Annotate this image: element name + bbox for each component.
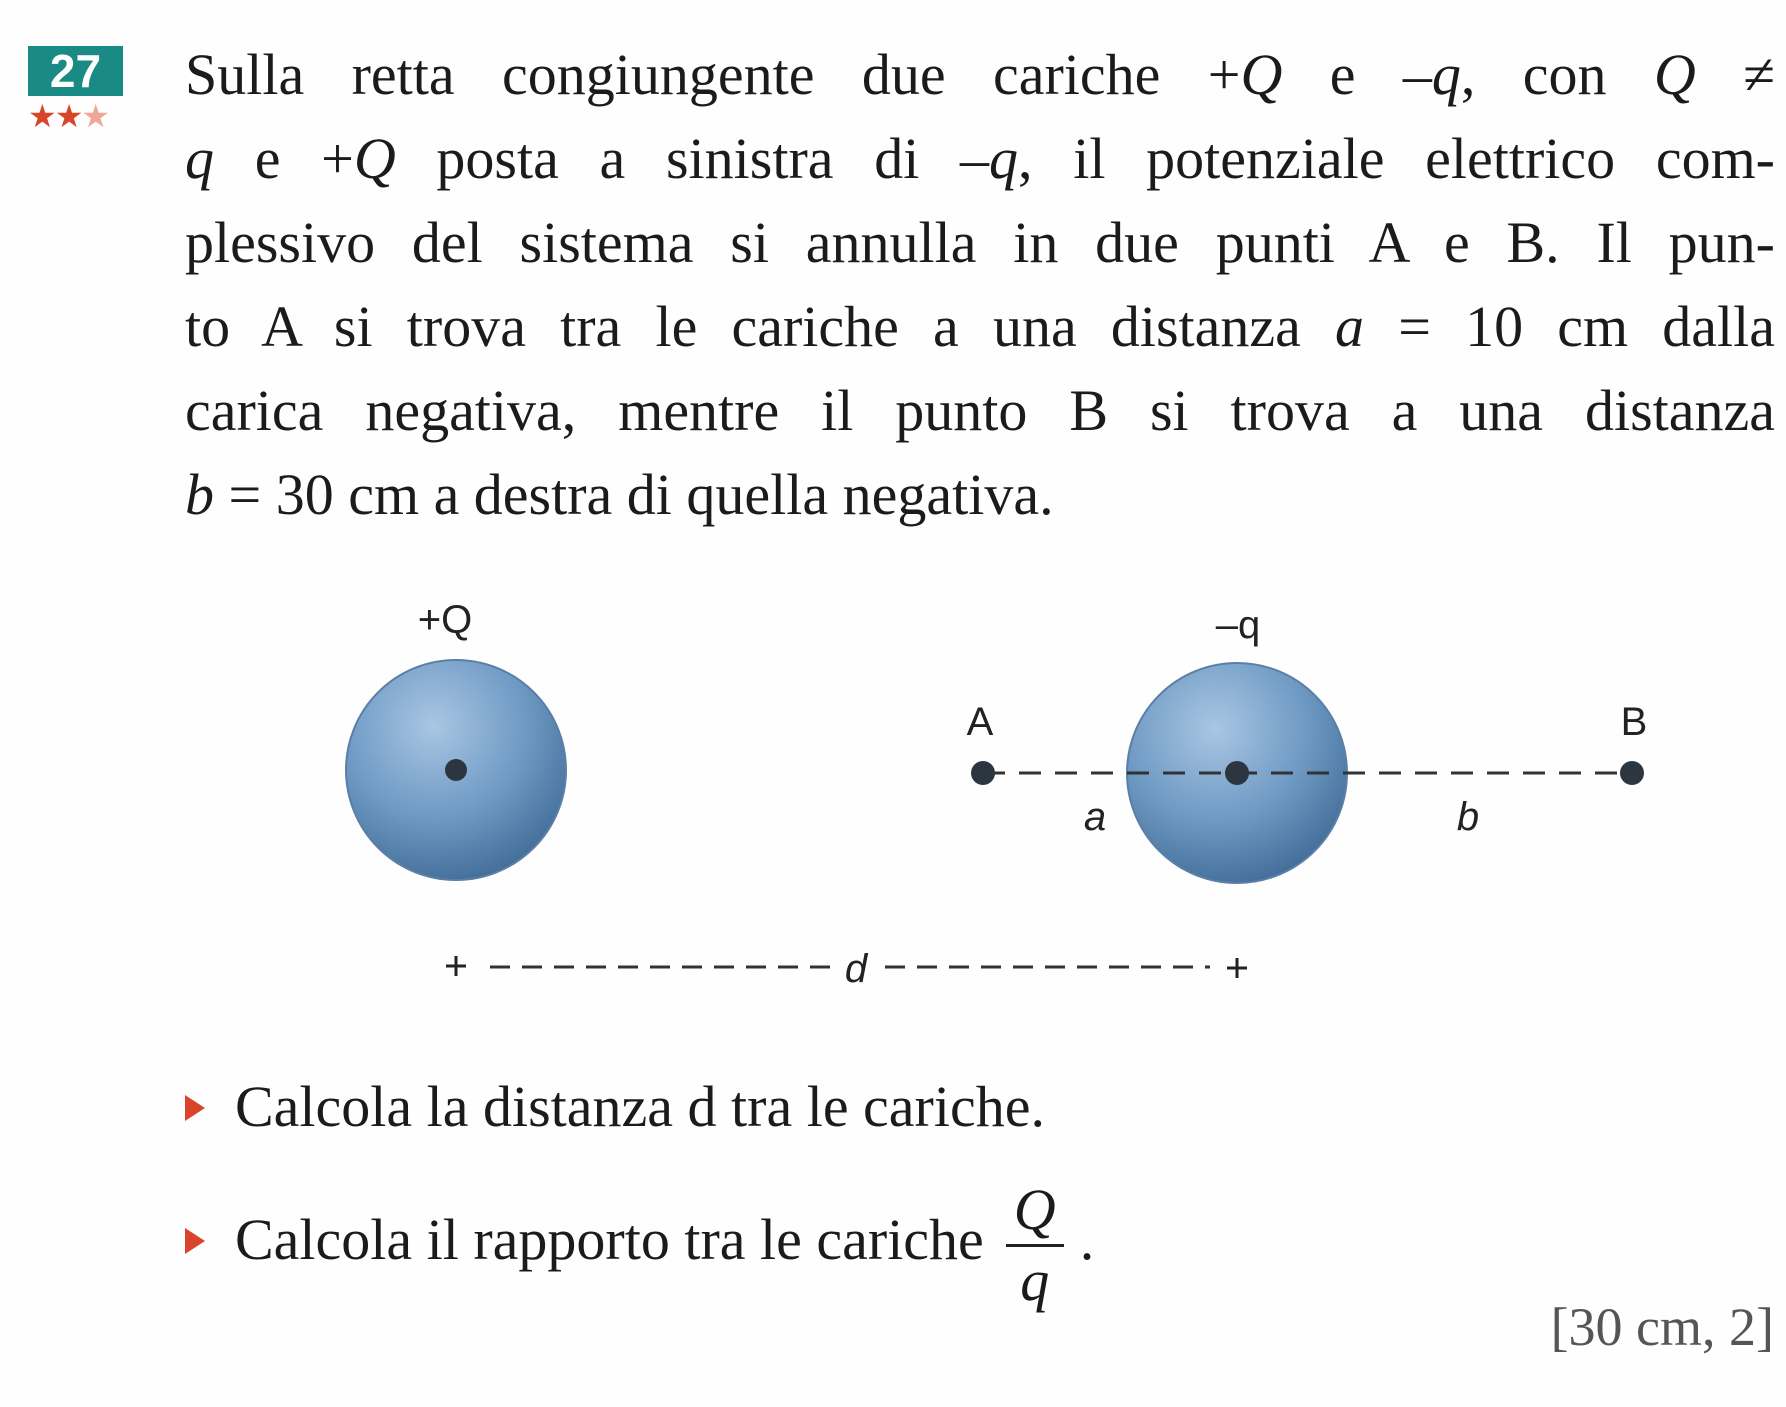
- question-2: [185, 1177, 1095, 1313]
- text-line-5: carica negativa, mentre il punto B si trova a una distanza: [185, 378, 1775, 443]
- negative-center-dot: [1225, 761, 1249, 785]
- bullet-triangle-icon: [185, 1228, 205, 1254]
- point-a-label: A: [966, 700, 994, 744]
- point-a-dot: [971, 761, 995, 785]
- question-1-text: Calcola la distanza d tra le cariche.: [235, 1074, 1045, 1139]
- text-line-3: plessivo del sistema si annulla in due punti A e B. Il pun-: [185, 210, 1775, 275]
- charge-positive-label: +Q: [417, 598, 473, 642]
- fraction-denominator: q: [1020, 1248, 1050, 1313]
- charge-negative-label: –q: [1215, 603, 1261, 647]
- bullet-triangle-icon: [185, 1095, 205, 1121]
- star-icon: ★: [81, 97, 109, 135]
- text-line-4: to A si trova tra le cariche a una distanza a = 10 cm dalla: [185, 294, 1775, 359]
- fraction-numerator: Q: [1006, 1180, 1064, 1247]
- exercise-number: 27: [28, 46, 123, 96]
- question-1: [185, 1072, 1045, 1142]
- text-line-1: Sulla retta congiungente due cariche +Q e –q, con Q ≠: [185, 42, 1775, 107]
- answer-key: [30 cm, 2]: [1550, 1297, 1774, 1357]
- distance-a-label: a: [1083, 795, 1107, 839]
- positive-center-dot: [445, 759, 467, 781]
- point-b-label: B: [1620, 700, 1648, 744]
- distance-b-label: b: [1456, 795, 1480, 839]
- charge-ratio-fraction: [1006, 1177, 1064, 1313]
- text-line-6: b = 30 cm a destra di quella negativa.: [185, 462, 1054, 527]
- text-line-2: q e +Q posta a sinistra di –q, il potenziale elettrico com-: [185, 126, 1775, 191]
- question-2-period: .: [1079, 1206, 1095, 1272]
- question-2-text: Calcola il rapporto tra le cariche: [235, 1206, 984, 1272]
- distance-d-label: d: [844, 947, 868, 991]
- star-icon: ★: [54, 97, 82, 135]
- point-b-dot: [1620, 761, 1644, 785]
- star-icon: ★: [28, 97, 55, 135]
